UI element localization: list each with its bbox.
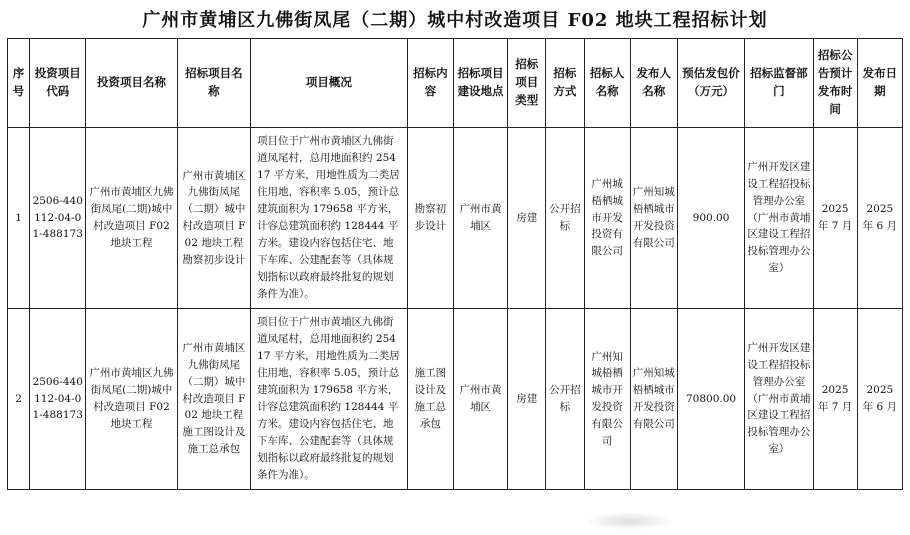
header-bid-name: 招标项目名称 [177, 39, 250, 128]
cell-overview: 项目位于广州市黄埔区九佛街道凤尾村，总用地面积约 25417 平方米，用地性质为二类居住用地，容积率 5.05，预计总建筑面积为 179658 平方米，计容总建筑面积约 128444 平方米。建设内容包括住宅、地下车库、公建配套等（具体规划指标以政府最终批复的规划条件为准）。 [251, 309, 408, 490]
header-type: 招标项目类型 [508, 39, 546, 128]
header-price: 预估发包价（万元） [677, 39, 744, 128]
cell-project-name: 广州市黄埔区九佛街凤尾(二期)城中村改造项目 F02 地块工程 [86, 128, 177, 309]
header-project-name: 投资项目名称 [86, 39, 177, 128]
cell-project-code: 2506-440112-04-01-488173 [30, 128, 86, 309]
table-row [8, 309, 903, 490]
header-publish-date: 发布日期 [857, 39, 902, 128]
cell-location: 广州市黄埔区 [453, 309, 507, 490]
cell-project-code: 2506-440112-04-01-488173 [30, 309, 86, 490]
cell-location: 广州市黄埔区 [453, 128, 507, 309]
cell-project-name: 广州市黄埔区九佛街凤尾(二期)城中村改造项目 F02 地块工程 [86, 309, 177, 490]
cell-bid-name: 广州市黄埔区九佛街凤尾（二期）城中村改造项目 F02 地块工程施工图设计及施工总承包 [177, 309, 250, 490]
cell-publish-date: 2025 年 6 月 [857, 128, 902, 309]
header-seq: 序号 [8, 39, 30, 128]
cell-type: 房建 [508, 128, 546, 309]
document-title: 广州市黄埔区九佛街凤尾（二期）城中村改造项目 F02 地块工程招标计划 [142, 10, 768, 31]
table-row [8, 128, 903, 309]
header-content: 招标内容 [407, 39, 453, 128]
bidding-plan-table [7, 38, 903, 490]
cell-tenderer: 广州城梧栖城市开发投资有限公司 [584, 128, 630, 309]
header-overview: 项目概况 [251, 39, 408, 128]
cell-price: 900.00 [677, 128, 744, 309]
cell-publisher: 广州知城梧栖城市开发投资有限公司 [630, 128, 677, 309]
header-method: 招标方式 [546, 39, 584, 128]
cell-bid-name: 广州市黄埔区九佛街凤尾（二期）城中村改造项目 F02 地块工程勘察初步设计 [177, 128, 250, 309]
scan-smudge [585, 512, 675, 530]
cell-seq: 1 [8, 128, 30, 309]
cell-publish-date: 2025 年 6 月 [857, 309, 902, 490]
header-tenderer: 招标人名称 [584, 39, 630, 128]
header-row [8, 39, 903, 128]
header-supervisor: 招标监督部门 [745, 39, 813, 128]
cell-content: 勘察初步设计 [407, 128, 453, 309]
cell-content: 施工图设计及施工总承包 [407, 309, 453, 490]
cell-price: 70800.00 [677, 309, 744, 490]
header-publisher: 发布人名称 [630, 39, 677, 128]
header-project-code: 投资项目代码 [30, 39, 86, 128]
cell-supervisor: 广州开发区建设工程招投标管理办公室（广州市黄埔区建设工程招投标管理办公室） [745, 309, 813, 490]
header-planned-time: 招标公告预计发布时间 [813, 39, 857, 128]
cell-planned-time: 2025 年 7 月 [813, 309, 857, 490]
header-location: 招标项目建设地点 [453, 39, 507, 128]
cell-overview: 项目位于广州市黄埔区九佛街道凤尾村，总用地面积约 25417 平方米，用地性质为二类居住用地，容积率 5.05，预计总建筑面积为 179658 平方米，计容总建筑面积约 128444 平方米。建设内容包括住宅、地下车库、公建配套等（具体规划指标以政府最终批复的规划条件为准）。 [251, 128, 408, 309]
cell-planned-time: 2025 年 7 月 [813, 128, 857, 309]
cell-seq: 2 [8, 309, 30, 490]
cell-tenderer: 广州知城梧栖城市开发投资有限公司 [584, 309, 630, 490]
cell-method: 公开招标 [546, 309, 584, 490]
cell-type: 房建 [508, 309, 546, 490]
cell-supervisor: 广州开发区建设工程招投标管理办公室（广州市黄埔区建设工程招投标管理办公室） [745, 128, 813, 309]
cell-method: 公开招标 [546, 128, 584, 309]
cell-publisher: 广州知城梧栖城市开发投资有限公司 [630, 309, 677, 490]
